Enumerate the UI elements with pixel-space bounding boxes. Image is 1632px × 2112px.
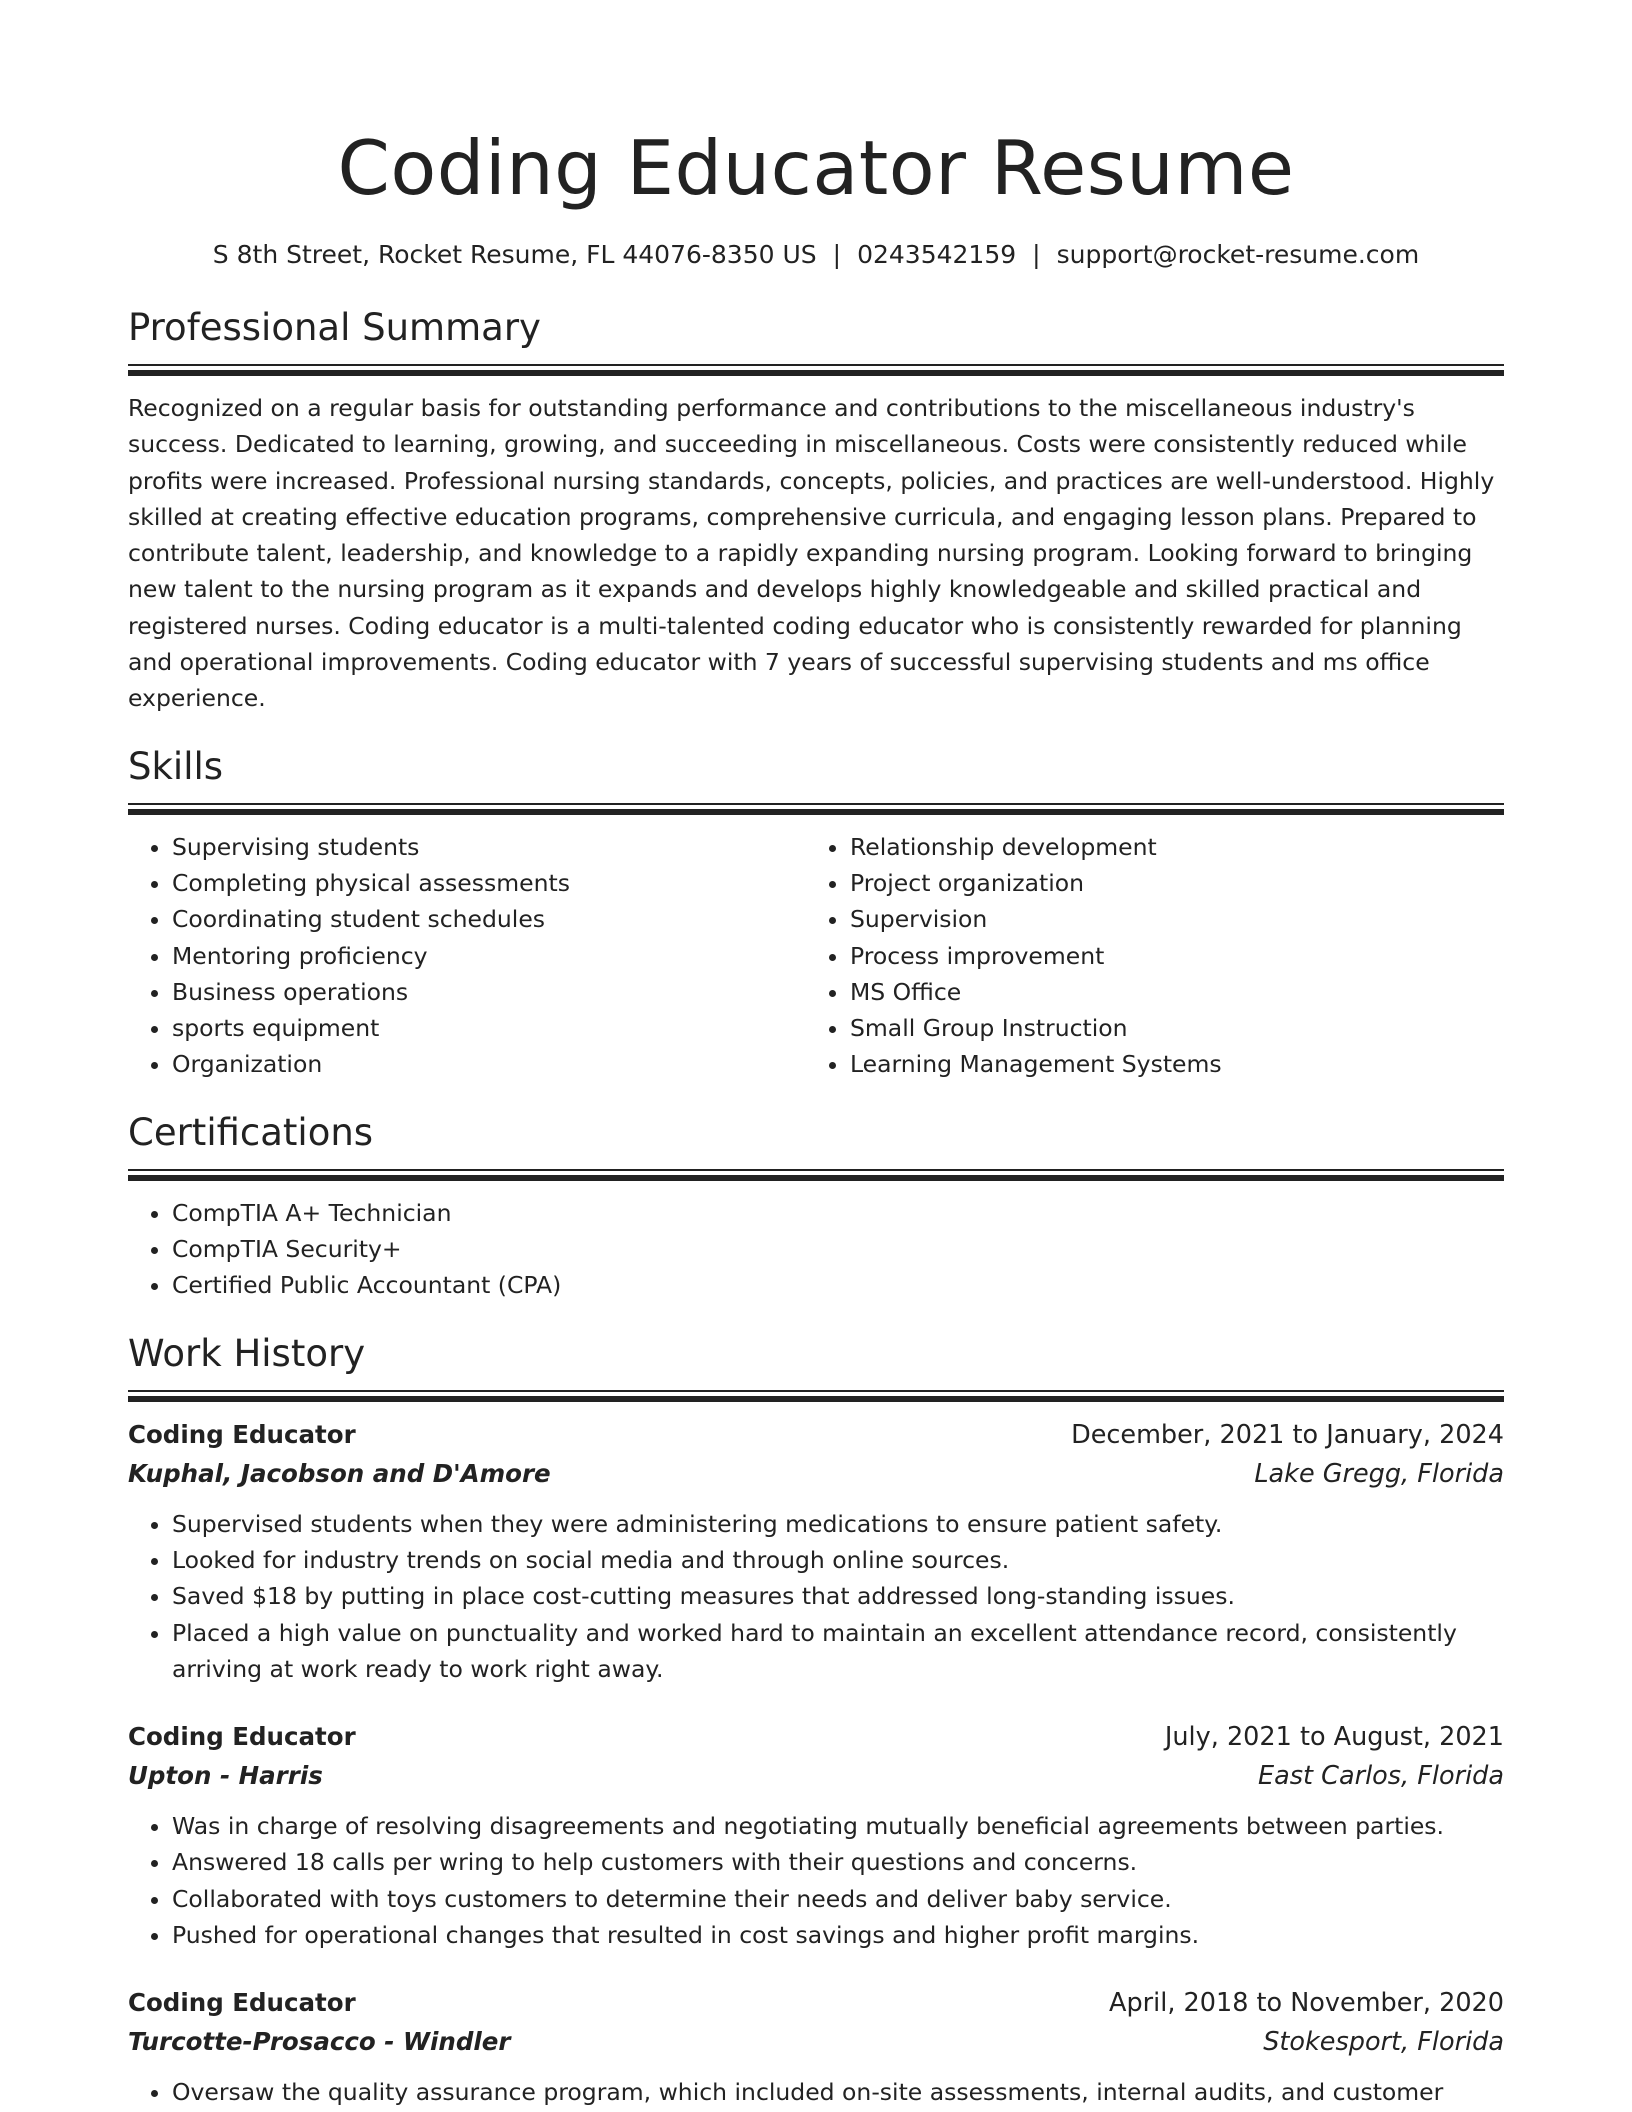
contact-separator: | [1032,240,1041,269]
skills-column-right [806,829,1484,1083]
job-entry [128,1984,1504,2110]
job-header [128,1416,1504,1454]
job-header [128,1984,1504,2022]
skill-item: • sports equipment [172,1010,806,1046]
job-company: Kuphal, Jacobson and D'Amore [128,1458,551,1488]
job-bullet: • Placed a high value on punctuality and worked hard to maintain an excellent attendance record, consistently arriving at work ready to work right away. [172,1615,1504,1688]
certification-item: • CompTIA A+ Technician [172,1195,1504,1231]
job-bullet: • Saved $18 by putting in place cost-cutting measures that addressed long-standing issues. [172,1578,1504,1614]
skill-item: • MS Office [850,974,1484,1010]
summary-text: Recognized on a regular basis for outstanding performance and contributions to the miscellaneous industry's success. Dedicated to learning, growing, and succeeding in miscellaneous. Costs were consistently reduced while profits were increased. Professional nursing standards, concepts, policies, and practices are well-understood. Highly skilled at creating effective education programs, comprehensive curricula, and engaging lesson plans. Prepared to contribute talent, leadership, and knowledge to a rapidly expanding nursing program. Looking forward to bringing new talent to the nursing program as it expands and develops highly knowledgeable and skilled practical and registered nurses. Coding educator is a multi-talented coding educator who is consistently rewarded for planning and operational improvements. Coding educator with 7 years of successful supervising students and ms office experience. [128,394,1495,713]
job-bullet: • Looked for industry trends on social media and through online sources. [172,1542,1504,1578]
section-title-summary: Professional Summary [128,306,541,349]
job-title: Coding Educator [128,1722,356,1752]
skills-list-right [806,829,1484,1083]
section-title-skills: Skills [128,744,224,788]
job-entry [128,1416,1504,1687]
certifications-list [128,1195,1504,1304]
work-history-section [128,1330,1504,2111]
job-dates: December, 2021 to January, 2024 [1071,1419,1504,1450]
skill-item: • Mentoring proficiency [172,938,806,974]
job-subheader [128,1454,1504,1494]
job-subheader [128,1756,1504,1796]
job-bullet: • Oversaw the quality assurance program, which included on-site assessments, internal audits, and customer [172,2074,1504,2110]
job-bullets [128,1506,1504,1687]
skill-item: • Organization [172,1046,806,1082]
job-title: Coding Educator [128,1988,356,2018]
job-company: Turcotte-Prosacco - Windler [128,2027,511,2057]
skill-item: • Business operations [172,974,806,1010]
skill-item: • Relationship development [850,829,1484,865]
certification-item: • Certified Public Accountant (CPA) [172,1267,1504,1303]
contact-separator: | [832,240,842,269]
section-rule-thick [128,809,1504,815]
skills-column-left [128,829,806,1083]
skill-item: • Completing physical assessments [172,865,806,901]
skill-item: • Coordinating student schedules [172,901,806,937]
section-title-certifications: Certifications [128,1110,374,1154]
job-location: Lake Gregg, Florida [1254,1458,1504,1489]
contact-address: S 8th Street, Rocket Resume, FL 44076-8350 US [212,240,817,269]
job-company: Upton - Harris [128,1761,323,1791]
job-bullets [128,1808,1504,1953]
section-rule [128,803,1504,805]
job-dates: April, 2018 to November, 2020 [1109,1988,1504,2019]
section-rule [128,1169,1504,1171]
skills-list-left [128,829,806,1083]
skills-grid [128,829,1504,1083]
certification-item: • CompTIA Security+ [172,1231,1504,1267]
section-title-work-history: Work History [128,1331,366,1375]
certifications-section [128,1109,1504,1304]
job-bullet: • Was in charge of resolving disagreements and negotiating mutually beneficial agreements between parties. [172,1808,1504,1844]
skill-item: • Small Group Instruction [850,1010,1484,1046]
job-bullets [128,2074,1504,2110]
contact-phone: 0243542159 [857,240,1017,269]
skills-section [128,743,1504,1083]
job-bullet: • Supervised students when they were administering medications to ensure patient safety. [172,1506,1504,1542]
summary-section [128,304,1504,717]
section-rule-thick [128,1396,1504,1402]
job-header [128,1718,1504,1756]
section-rule [128,1390,1504,1392]
section-rule [128,364,1504,366]
job-bullet: • Pushed for operational changes that resulted in cost savings and higher profit margins. [172,1917,1504,1953]
job-entry [128,1718,1504,1953]
job-location: East Carlos, Florida [1258,1761,1504,1792]
skill-item: • Process improvement [850,938,1484,974]
skill-item: • Project organization [850,865,1484,901]
job-subheader [128,2022,1504,2062]
job-title: Coding Educator [128,1419,356,1449]
skill-item: • Supervising students [172,829,806,865]
job-bullet: • Collaborated with toys customers to determine their needs and deliver baby service. [172,1881,1504,1917]
skill-item: • Learning Management Systems [850,1046,1484,1082]
section-rule-thick [128,370,1504,376]
job-bullet: • Answered 18 calls per wring to help customers with their questions and concerns. [172,1844,1504,1880]
job-dates: July, 2021 to August, 2021 [1164,1722,1504,1753]
skill-item: • Supervision [850,901,1484,937]
section-rule-thick [128,1175,1504,1181]
resume-name: Coding Educator Resume [337,124,1295,212]
contact-email: support@rocket-resume.com [1056,240,1420,269]
contact-line [128,238,1504,272]
job-location: Stokesport, Florida [1263,2027,1504,2058]
